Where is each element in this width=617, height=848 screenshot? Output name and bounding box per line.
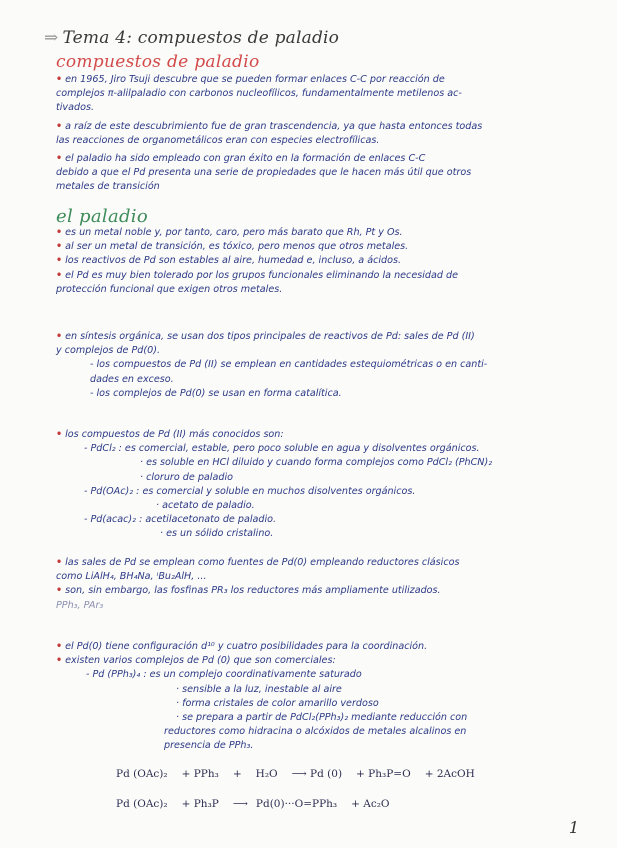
line: · sensible a la luz, inestable al aire: [176, 683, 342, 695]
list-item: [56, 152, 596, 166]
list-item: [56, 654, 596, 668]
line: tivados.: [56, 102, 94, 114]
line: PPh₃, PAr₃: [56, 599, 104, 611]
section3-text: [56, 330, 596, 401]
line: las reacciones de organometálicos eran con especies electrofílicas.: [56, 134, 380, 146]
line: en 1965, Jiro Tsuji descubre que se pueden formar enlaces C-C por reacción de: [65, 74, 445, 85]
bullet-icon: •: [56, 120, 63, 132]
line: · es soluble en HCl diluido y cuando forma complejos como PdCl₂ (PhCN)₂: [140, 457, 493, 469]
section1-text: [56, 73, 596, 195]
arrow-icon: ⇒: [44, 28, 59, 48]
title-text: Tema 4: compuestos de paladio: [62, 28, 340, 48]
section2-text: [56, 226, 596, 297]
line: dades en exceso.: [90, 373, 174, 385]
list-item: [56, 226, 596, 240]
line: reductores como hidracina o alcóxidos de metales alcalinos en: [164, 726, 467, 738]
heading-compuestos-de-paladio: compuestos de paladio: [56, 52, 260, 72]
line: · se prepara a partir de PdCl₂(PPh₃)₂ mediante reducción con: [176, 712, 468, 724]
bullet-icon: •: [56, 641, 63, 652]
line: existen varios complejos de Pd (0) que son comerciales:: [65, 655, 336, 667]
eq-term: ⟶: [232, 798, 248, 810]
list-item: [56, 73, 596, 87]
eq-term: + 2AcOH: [424, 768, 475, 780]
list-item: [56, 330, 596, 344]
eq-term: + Ph₃P=O: [356, 768, 411, 780]
eq-term: Pd (OAc)₂: [116, 798, 168, 810]
line: debido a que el Pd presenta una serie de propiedades que le hacen más útil que otros: [56, 167, 472, 179]
line: - Pd(acac)₂ : acetilacetonato de paladio.: [84, 514, 277, 526]
eq-term: Pd (OAc)₂: [116, 768, 168, 780]
line: a raíz de este descubrimiento fue de gran trascendencia, ya que hasta entonces todas: [65, 120, 483, 132]
equation-2: [116, 798, 586, 810]
section4-text: [56, 428, 596, 542]
line: complejos π-alilpaladio con carbonos nucleofílicos, fundamentalmente metilenos ac-: [56, 88, 462, 100]
list-item: [56, 428, 596, 442]
line: - los compuestos de Pd (II) se emplean en cantidades estequiométricas o en canti-: [90, 359, 488, 371]
line: - Pd(OAc)₂ : es comercial y soluble en muchos disolventes orgánicos.: [84, 485, 416, 497]
list-item: [56, 254, 596, 268]
line: y complejos de Pd(0).: [56, 345, 161, 357]
list-item: [56, 640, 596, 654]
eq-term: + PPh₃: [181, 768, 219, 780]
bullet-icon: •: [56, 557, 63, 568]
line: el Pd es muy bien tolerado por los grupos funcionales eliminando la necesidad de: [65, 269, 458, 281]
equation-1: [116, 768, 586, 780]
bullet-icon: •: [56, 153, 63, 165]
eq-term: + Ph₃P: [181, 798, 219, 810]
bullet-icon: •: [56, 655, 63, 667]
line: - PdCl₂ : es comercial, estable, pero poco soluble en agua y disolventes orgánicos.: [84, 443, 480, 455]
list-item: [56, 556, 596, 570]
line: metales de transición: [56, 181, 160, 193]
bullet-icon: •: [56, 255, 63, 267]
list-item: [56, 120, 596, 134]
bullet-icon: •: [56, 227, 63, 238]
line: es un metal noble y, por tanto, caro, pero más barato que Rh, Pt y Os.: [65, 227, 403, 238]
line: los reactivos de Pd son estables al aire, humedad e, incluso, a ácidos.: [65, 255, 402, 267]
bullet-icon: •: [56, 74, 63, 85]
line: al ser un metal de transición, es tóxico, pero menos que otros metales.: [65, 241, 409, 253]
bullet-icon: •: [56, 331, 63, 342]
bullet-icon: •: [56, 241, 63, 253]
section6-text: [56, 640, 596, 754]
page-title: [44, 28, 339, 48]
line: · es un sólido cristalino.: [160, 528, 274, 540]
line: los compuestos de Pd (II) más conocidos son:: [65, 429, 284, 440]
bullet-icon: •: [56, 585, 63, 597]
list-item: [56, 240, 596, 254]
line: - los complejos de Pd(0) se usan en forma catalítica.: [90, 387, 342, 399]
line: · acetato de paladio.: [156, 500, 255, 512]
line: como LiAlH₄, BH₄Na, ⁱBu₂AlH, ...: [56, 571, 207, 583]
bullet-icon: •: [56, 269, 63, 281]
line: presencia de PPh₃.: [164, 740, 254, 752]
eq-term: Pd(0)···O=PPh₃: [255, 798, 338, 810]
line: · cloruro de paladio: [140, 471, 233, 483]
line: las sales de Pd se emplean como fuentes de Pd(0) empleando reductores clásicos: [65, 557, 460, 568]
eq-term: H₂O: [255, 768, 278, 780]
line: - Pd (PPh₃)₄ : es un complejo coordinativamente saturado: [86, 669, 362, 681]
list-item: [56, 269, 596, 283]
line: el Pd(0) tiene configuración d¹⁰ y cuatro posibilidades para la coordinación.: [65, 641, 428, 652]
eq-term: +: [232, 768, 242, 780]
section5-text: [56, 556, 596, 613]
eq-term: ⟶ Pd (0): [291, 768, 343, 780]
list-item: [56, 584, 596, 598]
line: son, sin embargo, las fosfinas PR₃ los reductores más ampliamente utilizados.: [65, 585, 441, 597]
eq-term: + Ac₂O: [351, 798, 390, 810]
line: · forma cristales de color amarillo verdoso: [176, 697, 379, 709]
line: protección funcional que exigen otros metales.: [56, 283, 283, 295]
bullet-icon: •: [56, 429, 63, 440]
line: en síntesis orgánica, se usan dos tipos principales de reactivos de Pd: sales de Pd (II): [65, 331, 475, 342]
page-number: 1: [568, 818, 579, 837]
line: el paladio ha sido empleado con gran éxito en la formación de enlaces C-C: [65, 153, 426, 165]
heading-el-paladio: el paladio: [56, 206, 148, 227]
